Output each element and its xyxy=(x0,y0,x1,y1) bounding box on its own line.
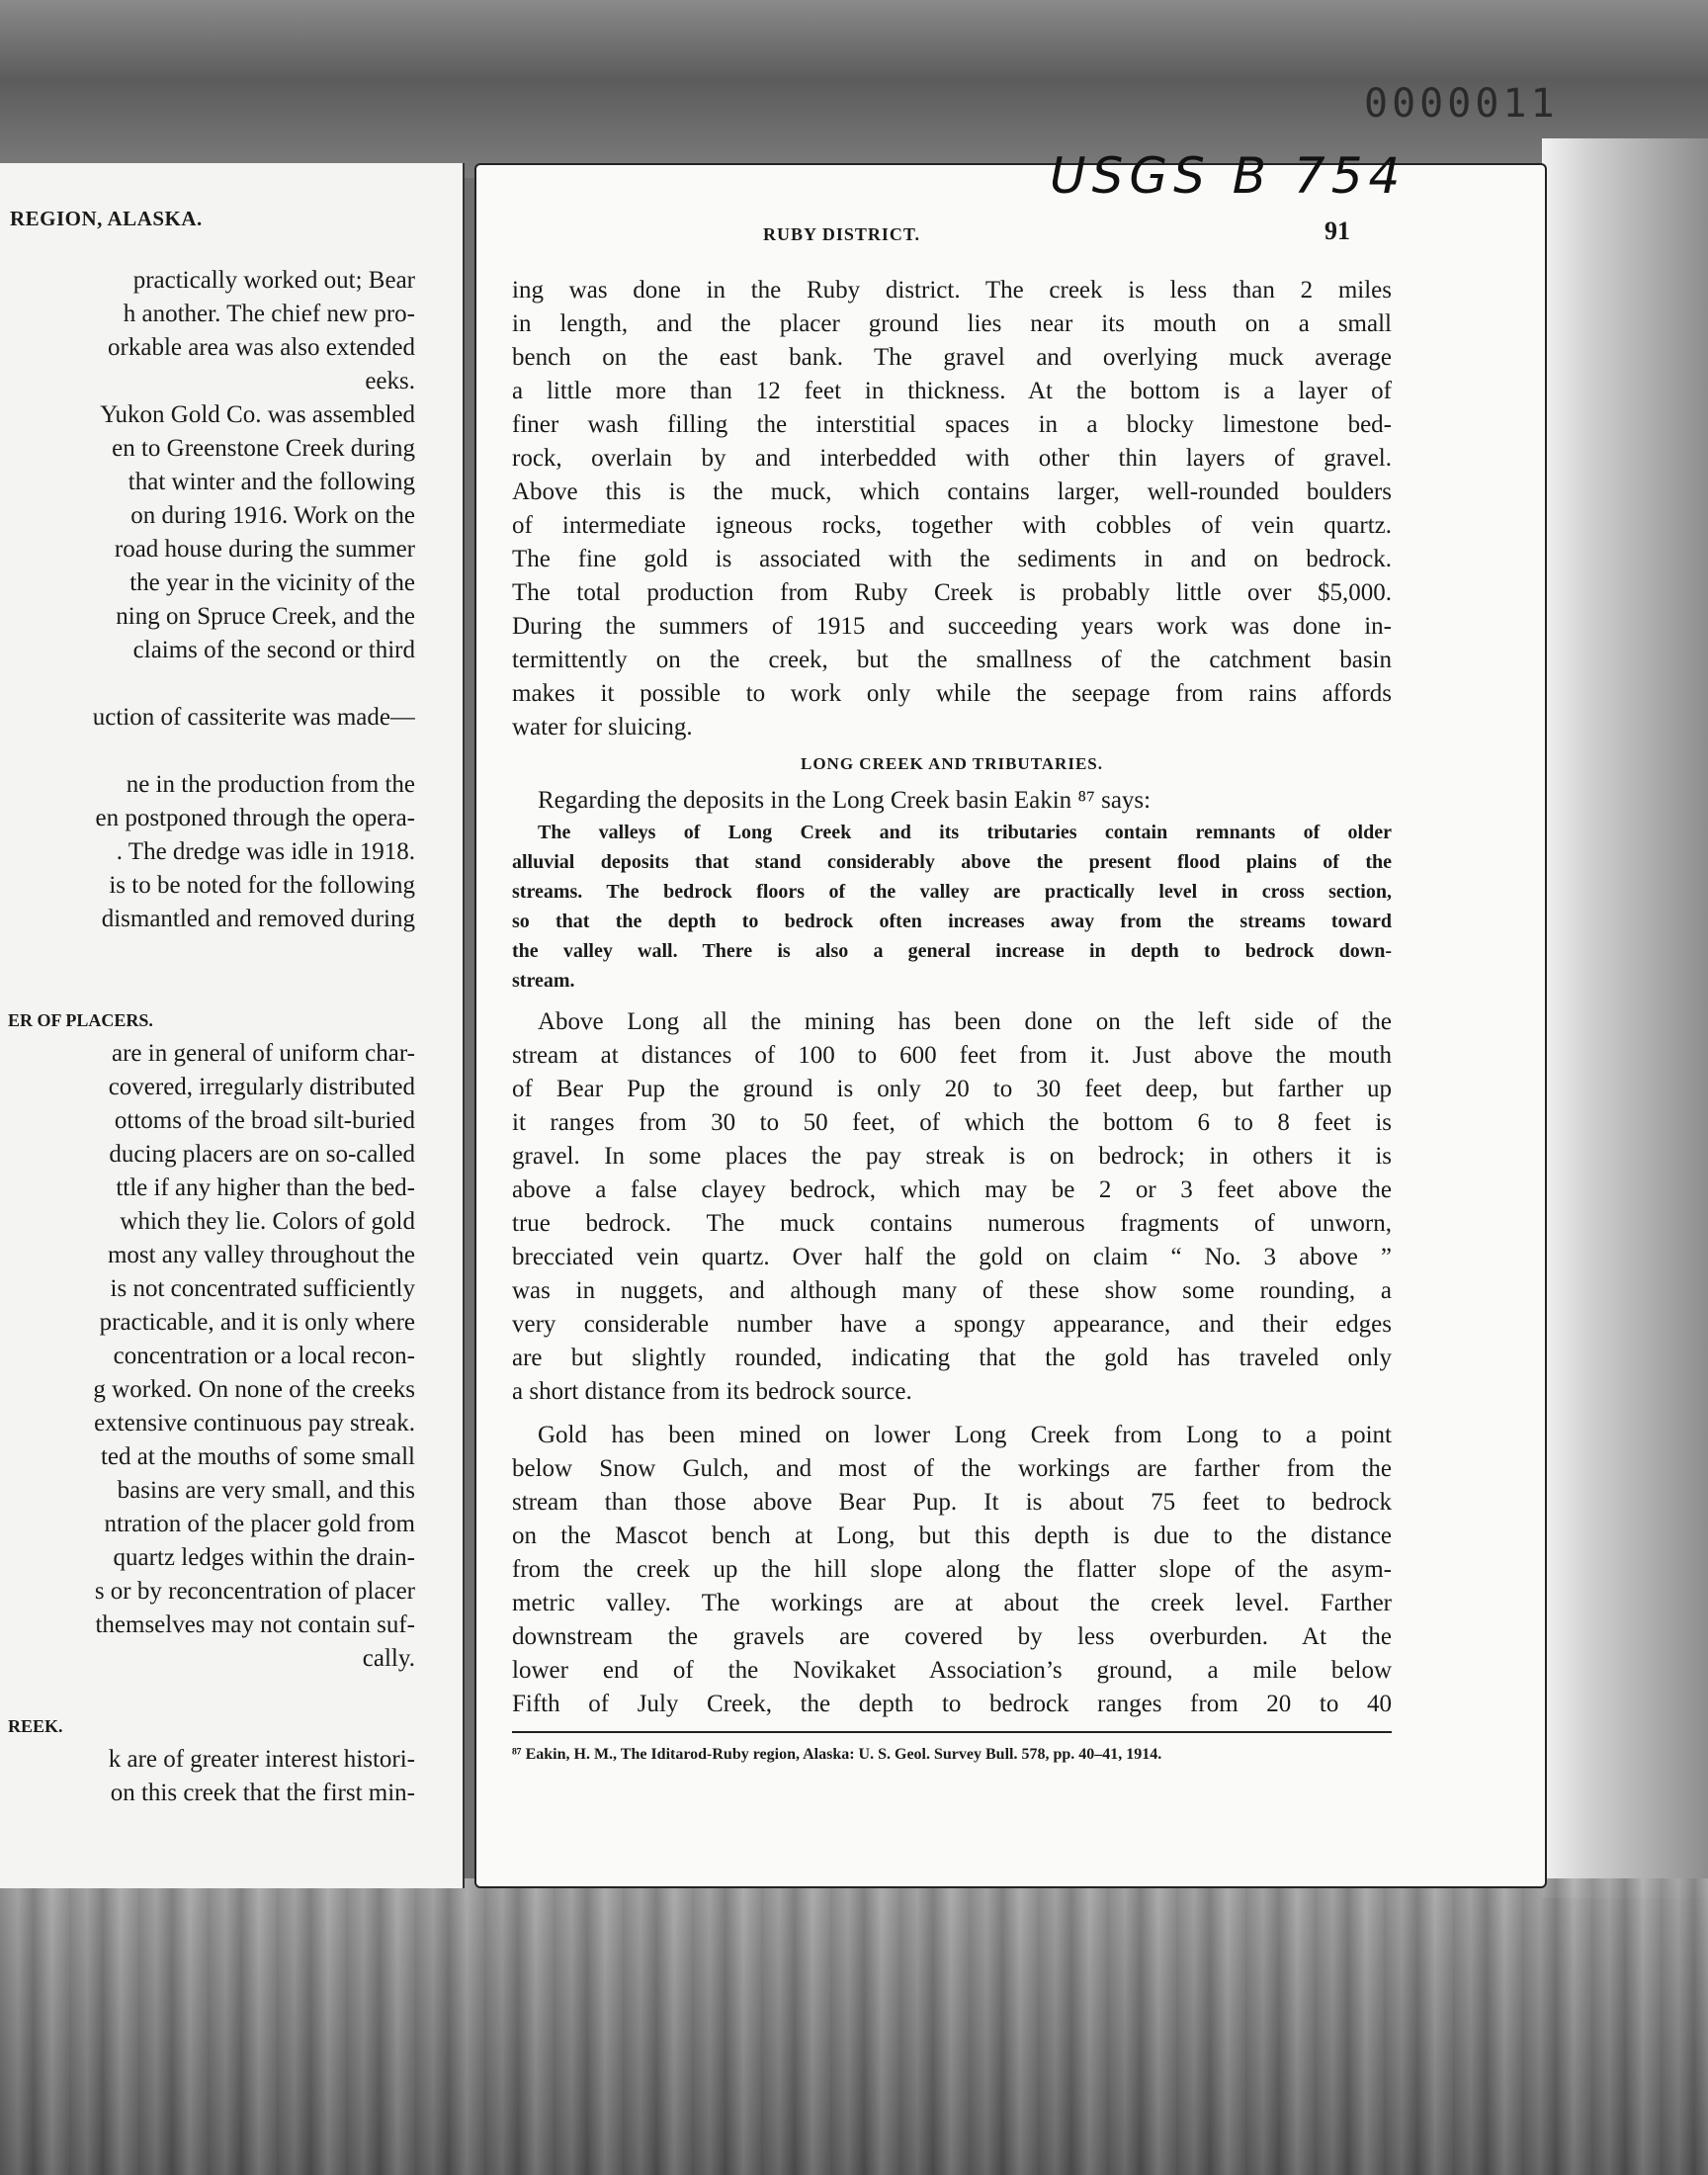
text-line: of intermediate igneous rocks, together with cobbles of vein quartz. xyxy=(512,512,1392,539)
left-running-head: REGION, ALASKA. xyxy=(10,207,203,230)
paragraph-ruby-creek xyxy=(512,274,1392,744)
text-line: was in nuggets, and although many of these show some rounding, a xyxy=(512,1277,1392,1304)
text-line: lower end of the Novikaket Association’s ground, a mile below xyxy=(512,1657,1392,1684)
left-page-line: claims of the second or third xyxy=(132,637,415,663)
text-line: below Snow Gulch, and most of the workings are farther from the xyxy=(512,1455,1392,1482)
text-line: water for sluicing. xyxy=(512,714,693,740)
text-line: metric valley. The workings are at about the creek level. Farther xyxy=(512,1590,1392,1616)
left-page-line: en postponed through the opera- xyxy=(95,805,415,831)
left-page-line: . The dredge was idle in 1918. xyxy=(116,838,415,865)
text-line: ing was done in the Ruby district. The creek is less than 2 miles xyxy=(512,277,1392,304)
page-body xyxy=(512,274,1392,1767)
text-line: stream than those above Bear Pup. It is about 75 feet to bedrock xyxy=(512,1489,1392,1516)
section-heading: LONG CREEK AND TRIBUTARIES. xyxy=(801,754,1103,773)
text-line: Above Long all the mining has been done on the left side of the xyxy=(538,1008,1392,1035)
text-line: The total production from Ruby Creek is probably little over $5,000. xyxy=(512,579,1392,606)
text-line: termittently on the creek, but the smallness of the catchment basin xyxy=(512,647,1392,673)
left-page-line: which they lie. Colors of gold xyxy=(120,1208,415,1235)
block-quote xyxy=(512,818,1392,996)
text-line: of Bear Pup the ground is only 20 to 30 feet deep, but farther up xyxy=(512,1076,1392,1102)
left-page-line: is to be noted for the following xyxy=(109,872,415,899)
left-page-line: themselves may not contain suf- xyxy=(95,1611,415,1638)
text-line: from the creek up the hill slope along the flatter slope of the asym- xyxy=(512,1556,1392,1583)
text-line: gravel. In some places the pay streak is on bedrock; in others it is xyxy=(512,1143,1392,1170)
handwritten-note: USGS B 754 xyxy=(1050,147,1407,205)
quote-line: stream. xyxy=(512,970,575,992)
text-line: brecciated vein quartz. Over half the gold on claim “ No. 3 above ” xyxy=(512,1244,1392,1270)
left-page-text xyxy=(0,264,415,1810)
text-line: a little more than 12 feet in thickness. At the bottom is a layer of xyxy=(512,378,1392,404)
left-page-line: ottoms of the broad silt-buried xyxy=(114,1107,415,1134)
text-line: in length, and the placer ground lies near its mouth on a small xyxy=(512,310,1392,337)
left-page-line: eeks. xyxy=(365,368,415,394)
text-line: Gold has been mined on lower Long Creek from Long to a point xyxy=(538,1422,1392,1448)
left-page-line: uction of cassiterite was made— xyxy=(92,704,415,731)
left-page-line: covered, irregularly distributed xyxy=(108,1074,415,1100)
text-line: During the summers of 1915 and succeeding years work was done in- xyxy=(512,613,1392,640)
right-page xyxy=(474,147,1547,1888)
left-page-line: the year in the vicinity of the xyxy=(129,569,415,596)
text-line: The fine gold is associated with the sediments in and on bedrock. xyxy=(512,546,1392,572)
left-page-line: extensive continuous pay streak. xyxy=(94,1410,415,1436)
left-page-line: that winter and the following xyxy=(128,469,415,495)
left-page-line: ntration of the placer gold from xyxy=(104,1511,415,1537)
quote-line: the valley wall. There is also a general increase in depth to bedrock down- xyxy=(512,940,1392,962)
paragraph-lower-long-creek xyxy=(512,1419,1392,1721)
text-line: Fifth of July Creek, the depth to bedrock ranges from 20 to 40 xyxy=(512,1691,1392,1717)
left-page-line: on during 1916. Work on the xyxy=(130,502,415,529)
left-page-line: k are of greater interest histori- xyxy=(108,1746,415,1773)
text-line: bench on the east bank. The gravel and overlying muck average xyxy=(512,344,1392,371)
paragraph-above-long xyxy=(512,1005,1392,1409)
page-number: 91 xyxy=(1324,217,1350,245)
left-page-line: practically worked out; Bear xyxy=(132,267,415,294)
text-line: a short distance from its bedrock source. xyxy=(512,1378,912,1405)
quote-intro: Regarding the deposits in the Long Creek basin Eakin ⁸⁷ says: xyxy=(538,787,1152,814)
text-line: true bedrock. The muck contains numerous fragments of unworn, xyxy=(512,1210,1392,1237)
left-page-line: on this creek that the first min- xyxy=(110,1780,415,1806)
left-page-line: Yukon Gold Co. was assembled xyxy=(100,401,415,428)
left-page-line xyxy=(0,667,415,701)
left-page-line: is not concentrated sufficiently xyxy=(110,1275,415,1302)
footnote: ⁸⁷ Eakin, H. M., The Iditarod-Ruby region, Alaska: U. S. Geol. Survey Bull. 578, pp. 40–41, 1914. xyxy=(512,1746,1162,1763)
text-line: very considerable number have a spongy appearance, and their edges xyxy=(512,1311,1392,1338)
text-line: rock, overlain by and interbedded with other thin layers of gravel. xyxy=(512,445,1392,472)
left-page-line: dismantled and removed during xyxy=(101,906,415,932)
text-line: it ranges from 30 to 50 feet, of which the bottom 6 to 8 feet is xyxy=(512,1109,1392,1136)
left-page-line: ted at the mouths of some small xyxy=(100,1443,415,1470)
left-page-line: ning on Spruce Creek, and the xyxy=(116,603,415,630)
text-line: stream at distances of 100 to 600 feet from it. Just above the mouth xyxy=(512,1042,1392,1069)
document-stamp-number: 0000011 xyxy=(1364,81,1559,127)
quote-line: so that the depth to bedrock often increases away from the streams toward xyxy=(512,911,1392,932)
scan-background-bottom xyxy=(0,1878,1708,2175)
left-page-line xyxy=(0,1676,415,1709)
left-page-line: ttle if any higher than the bed- xyxy=(116,1174,415,1201)
left-page-line: most any valley throughout the xyxy=(107,1242,415,1268)
left-page-line: concentration or a local recon- xyxy=(113,1343,415,1369)
footnote-rule xyxy=(512,1731,1392,1733)
left-page-line: g worked. On none of the creeks xyxy=(93,1376,415,1403)
left-page-line: REEK. xyxy=(8,1716,63,1736)
left-page-line: cally. xyxy=(362,1645,415,1672)
left-page-line: practicable, and it is only where xyxy=(99,1309,415,1336)
text-line: are but slightly rounded, indicating that the gold has traveled only xyxy=(512,1345,1392,1371)
text-line: Above this is the muck, which contains larger, well-rounded boulders xyxy=(512,478,1392,505)
quote-line: alluvial deposits that stand considerably above the present flood plains of the xyxy=(512,851,1392,873)
left-page-line: ne in the production from the xyxy=(126,771,415,798)
text-line: above a false clayey bedrock, which may be 2 or 3 feet above the xyxy=(512,1176,1392,1203)
left-page-line: orkable area was also extended xyxy=(108,334,415,361)
left-page-line xyxy=(0,735,415,768)
left-page-line: ER OF PLACERS. xyxy=(8,1010,153,1030)
text-line: finer wash filling the interstitial spaces in a blocky limestone bed- xyxy=(512,411,1392,438)
left-page-line xyxy=(0,970,415,1003)
text-line: makes it possible to work only while the seepage from rains affords xyxy=(512,680,1392,707)
left-page xyxy=(0,163,465,1888)
text-line: on the Mascot bench at Long, but this depth is due to the distance xyxy=(512,1522,1392,1549)
left-page-line: are in general of uniform char- xyxy=(112,1040,415,1067)
left-page-line: road house during the summer xyxy=(114,536,415,563)
left-page-line: ducing placers are on so-called xyxy=(109,1141,415,1168)
left-page-line: s or by reconcentration of placer xyxy=(94,1578,415,1605)
left-page-line: en to Greenstone Creek during xyxy=(112,435,415,462)
scan-page-edge xyxy=(1542,138,1708,1898)
left-page-line: quartz ledges within the drain- xyxy=(113,1544,415,1571)
left-page-line: h another. The chief new pro- xyxy=(123,301,415,327)
quote-line: streams. The bedrock floors of the valley are practically level in cross section, xyxy=(512,881,1392,903)
quote-line: The valleys of Long Creek and its tributaries contain remnants of older xyxy=(538,822,1392,843)
running-head: RUBY DISTRICT. xyxy=(763,224,921,244)
left-page-line: basins are very small, and this xyxy=(117,1477,415,1504)
left-page-line xyxy=(0,936,415,970)
text-line: downstream the gravels are covered by less overburden. At the xyxy=(512,1623,1392,1650)
